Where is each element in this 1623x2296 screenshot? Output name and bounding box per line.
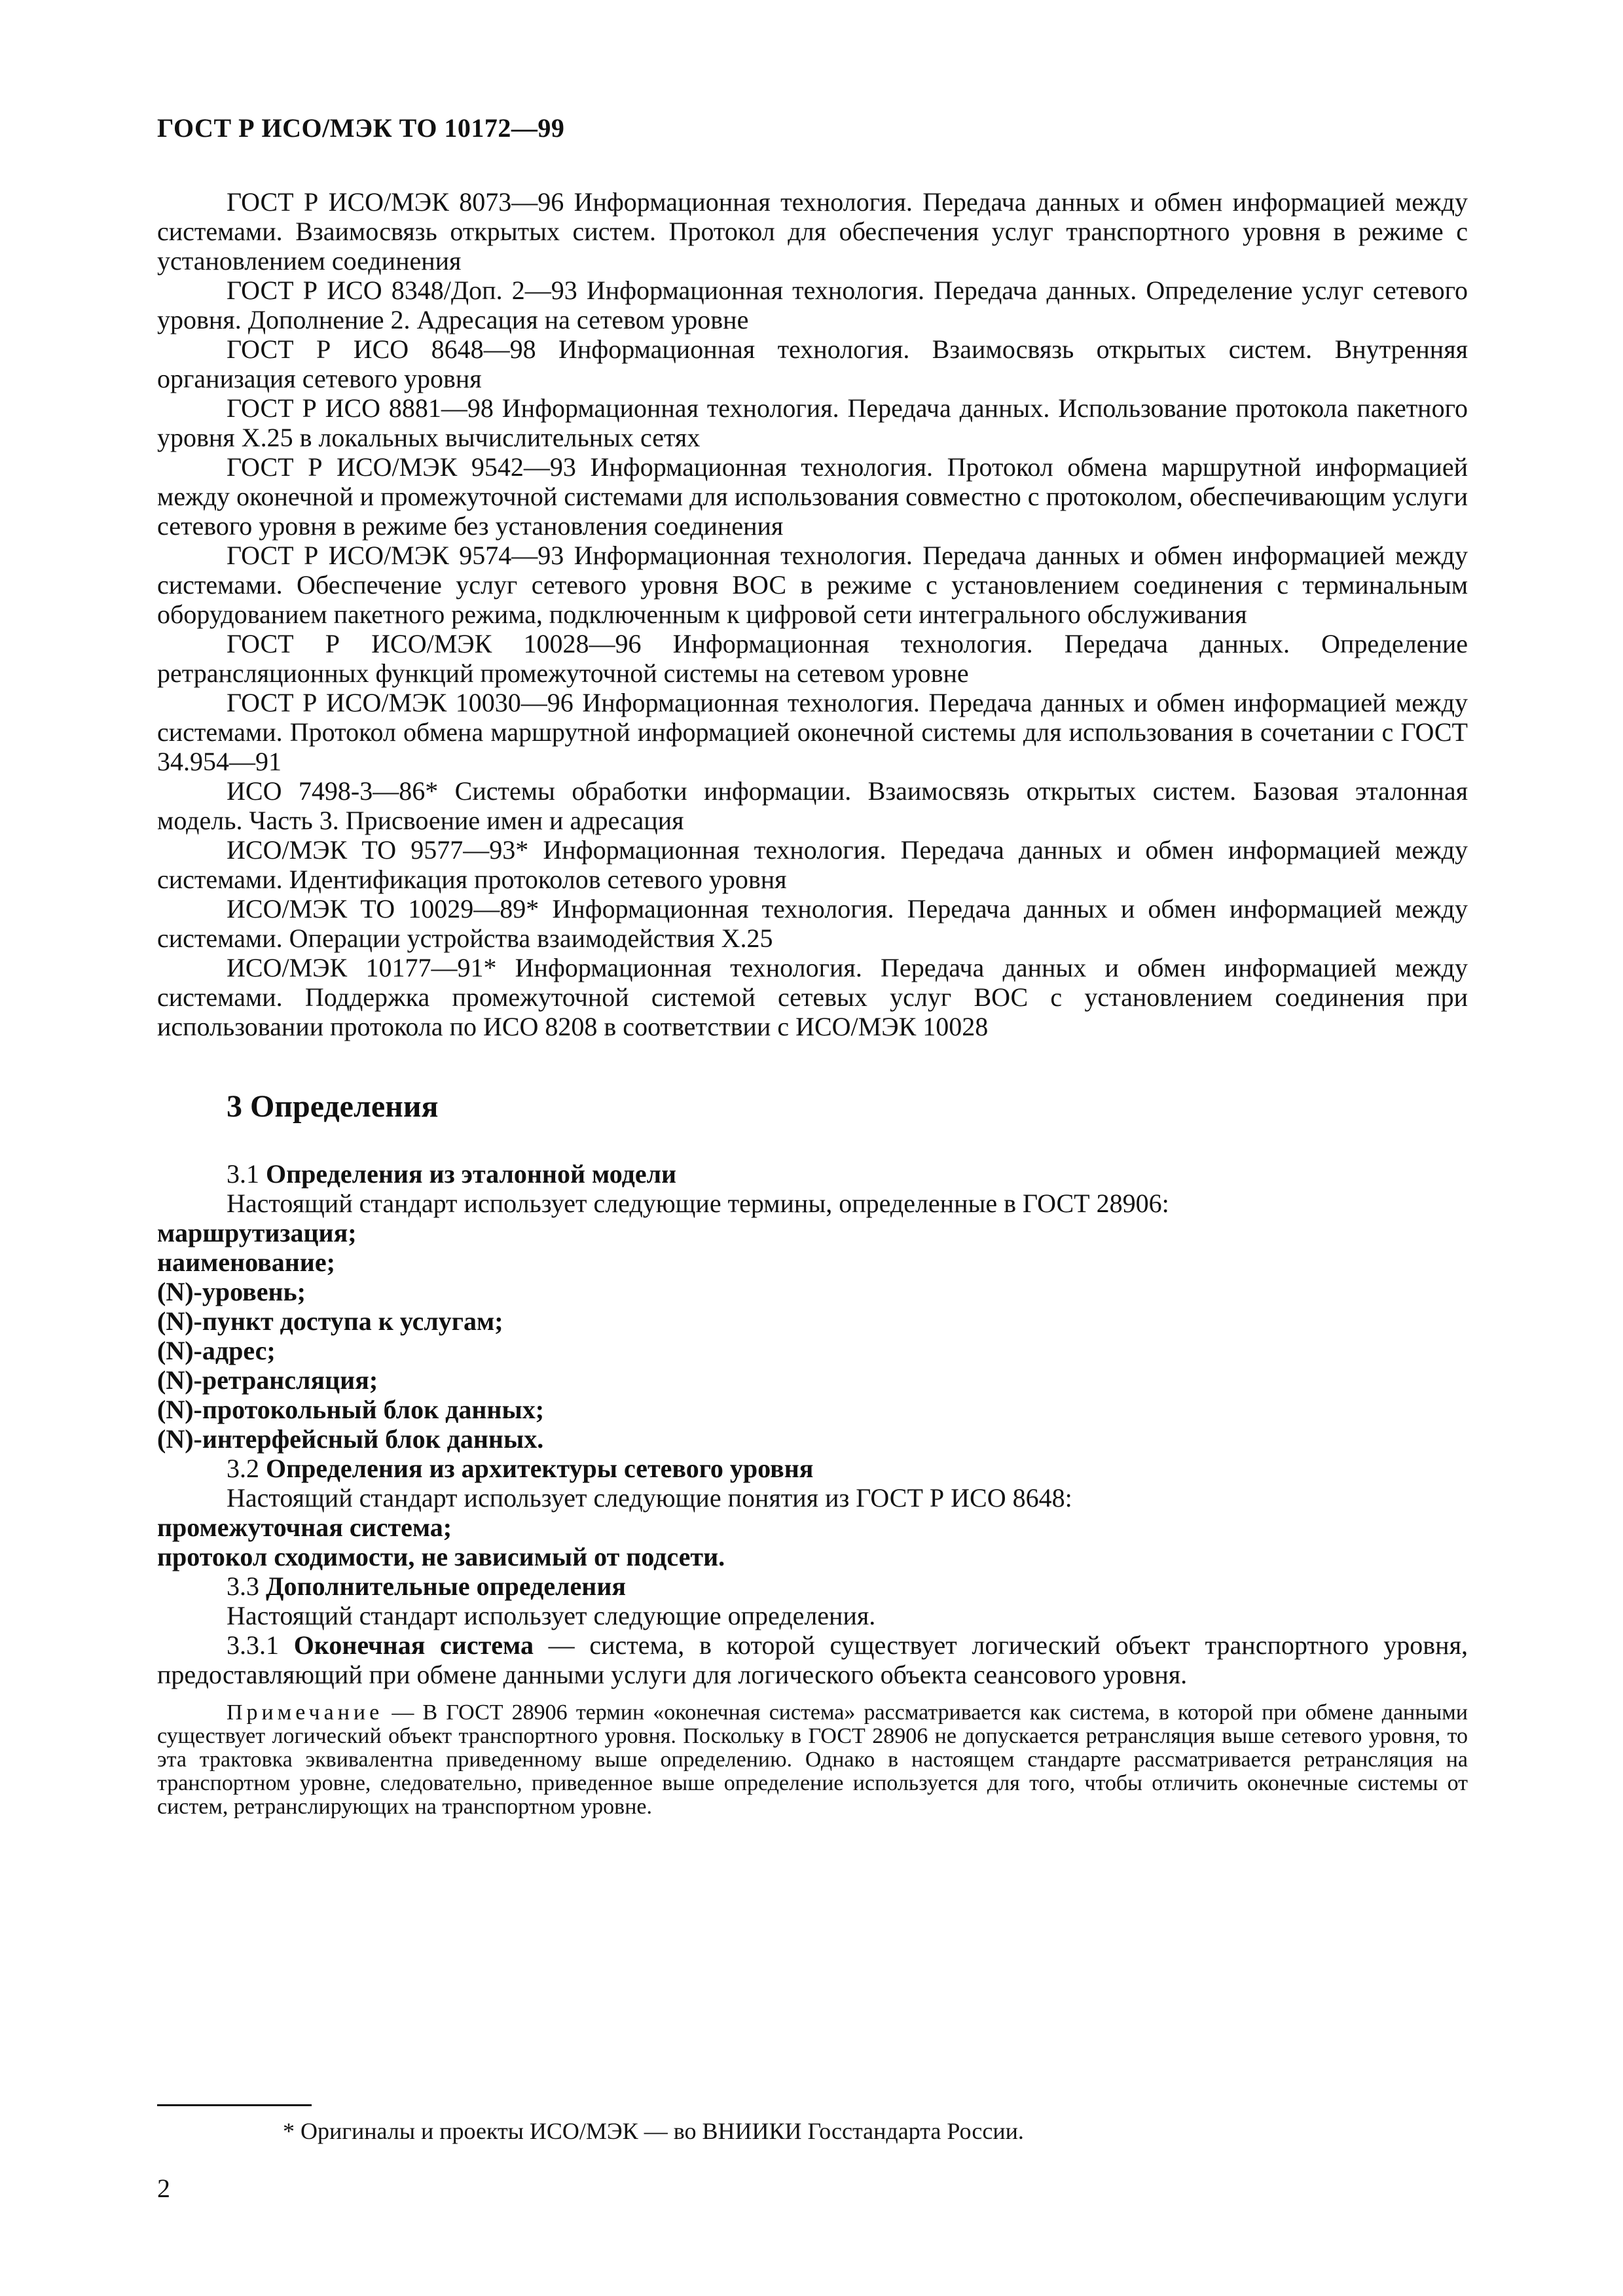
term-item: наименование;	[157, 1247, 335, 1277]
reference-item: ИСО/МЭК ТО 9577—93* Информационная технология. Передача данных и обмен информацией между системами. Идентификация протоколов сетевого уровня	[157, 835, 1468, 894]
reference-item: ГОСТ Р ИСО/МЭК 8073—96 Информационная технология. Передача данных и обмен информацией между системами. Взаимосвязь открытых систем. Протокол для обеспечения услуг транспортного уровня в режиме с установлением соединения	[157, 187, 1468, 276]
reference-item: ГОСТ Р ИСО/МЭК 9574—93 Информационная технология. Передача данных и обмен информацией между системами. Обеспечение услуг сетевого уровня ВОС в режиме с установлением соединения с терминальным оборудованием пакетного режима, подключенным к цифровой сети интегрального обслуживания	[157, 541, 1468, 629]
subsection-heading	[157, 1454, 1468, 1483]
term-item: (N)-ретрансляция;	[157, 1365, 378, 1395]
reference-item: ГОСТ Р ИСО 8348/Доп. 2—93 Информационная технология. Передача данных. Определение услуг сетевого уровня. Дополнение 2. Адресация на сетевом уровне	[157, 276, 1468, 334]
term-item: (N)-интерфейсный блок данных.	[157, 1424, 544, 1454]
note-paragraph	[157, 1701, 1468, 1819]
reference-item: ИСО/МЭК 10177—91* Информационная технология. Передача данных и обмен информацией между системами. Поддержка промежуточной системой сетевых услуг ВОС с установлением соединения при использовании протокола по ИСО 8208 в соответствии с ИСО/МЭК 10028	[157, 953, 1468, 1041]
reference-item: ГОСТ Р ИСО 8648—98 Информационная технология. Взаимосвязь открытых систем. Внутренняя организация сетевого уровня	[157, 334, 1468, 393]
subsection-title: Дополнительные определения	[266, 1571, 627, 1601]
term-item: (N)-протокольный блок данных;	[157, 1395, 545, 1424]
footnote: * Оригиналы и проекты ИСО/МЭК — во ВНИИКИ Госстандарта России.	[283, 2118, 1024, 2144]
subsection-title: Определения из эталонной модели	[266, 1159, 677, 1189]
subsection-intro: Настоящий стандарт использует следующие термины, определенные в ГОСТ 28906:	[227, 1189, 1169, 1218]
subsection-number: 3.2	[227, 1454, 259, 1483]
subsection-intro: Настоящий стандарт использует следующие определения.	[227, 1601, 876, 1630]
definition-paragraph	[157, 1630, 1468, 1689]
subsection-number: 3.1	[227, 1159, 259, 1189]
term-item: маршрутизация;	[157, 1218, 357, 1247]
subsection-title: Определения из архитектуры сетевого уровня	[266, 1454, 814, 1483]
subsection-number: 3.3	[227, 1571, 259, 1601]
note-label: Примечание	[227, 1700, 384, 1725]
reference-item: ГОСТ Р ИСО/МЭК 10030—96 Информационная технология. Передача данных и обмен информацией между системами. Протокол обмена маршрутной информацией оконечной системы для использования в сочетании с ГОСТ 34.954—91	[157, 688, 1468, 776]
term-item: протокол сходимости, не зависимый от подсети.	[157, 1542, 725, 1571]
definition-number: 3.3.1	[227, 1630, 279, 1660]
reference-item: ГОСТ Р ИСО 8881—98 Информационная технология. Передача данных. Использование протокола пакетного уровня X.25 в локальных вычислительных сетях	[157, 393, 1468, 452]
reference-item: ИСО/МЭК ТО 10029—89* Информационная технология. Передача данных и обмен информацией между системами. Операции устройства взаимодействия X.25	[157, 894, 1468, 953]
term-item: (N)-пункт доступа к услугам;	[157, 1306, 503, 1336]
note-text: — В ГОСТ 28906 термин «оконечная система» рассматривается как система, в которой при обмене данными существует логический объект транспортного уровня. Поскольку в ГОСТ 28906 не допускается ретрансляция выше сетевого уровня, то эта трактовка эквивалентна приведенному выше определению. Однако в настоящем стандарте рассматривается ретрансляция на транспортном уровне, следовательно, приведенное выше определение используется для того, чтобы отличить оконечные системы от систем, ретранслирующих на транспортном уровне.	[157, 1700, 1468, 1819]
page-content	[157, 187, 1468, 1819]
section-title: 3 Определения	[227, 1089, 439, 1124]
footnote-divider	[157, 2104, 312, 2106]
term-item: промежуточная система;	[157, 1513, 452, 1542]
subsection-intro: Настоящий стандарт использует следующие понятия из ГОСТ Р ИСО 8648:	[227, 1483, 1072, 1513]
term-item: (N)-уровень;	[157, 1277, 306, 1306]
definition-term: Оконечная система	[293, 1630, 534, 1660]
page-number: 2	[157, 2174, 170, 2203]
document-header: ГОСТ Р ИСО/МЭК ТО 10172—99	[157, 113, 565, 143]
definition-text: — система, в которой существует логический объект транспортного уровня, предоставляющий при обмене данными услуги для логического объекта сеансового уровня.	[157, 1630, 1468, 1689]
normative-references	[157, 187, 1468, 1041]
reference-item: ИСО 7498-3—86* Системы обработки информации. Взаимосвязь открытых систем. Базовая эталонная модель. Часть 3. Присвоение имен и адресация	[157, 776, 1468, 835]
reference-item: ГОСТ Р ИСО/МЭК 10028—96 Информационная технология. Передача данных. Определение ретрансляционных функций промежуточной системы на сетевом уровне	[157, 629, 1468, 688]
term-item: (N)-адрес;	[157, 1336, 276, 1365]
reference-item: ГОСТ Р ИСО/МЭК 9542—93 Информационная технология. Протокол обмена маршрутной информацией между оконечной и промежуточной системами для использования совместно с протоколом, обеспечивающим услуги сетевого уровня в режиме без установления соединения	[157, 452, 1468, 541]
subsection-heading	[157, 1159, 1468, 1189]
subsection-heading	[157, 1571, 1468, 1601]
